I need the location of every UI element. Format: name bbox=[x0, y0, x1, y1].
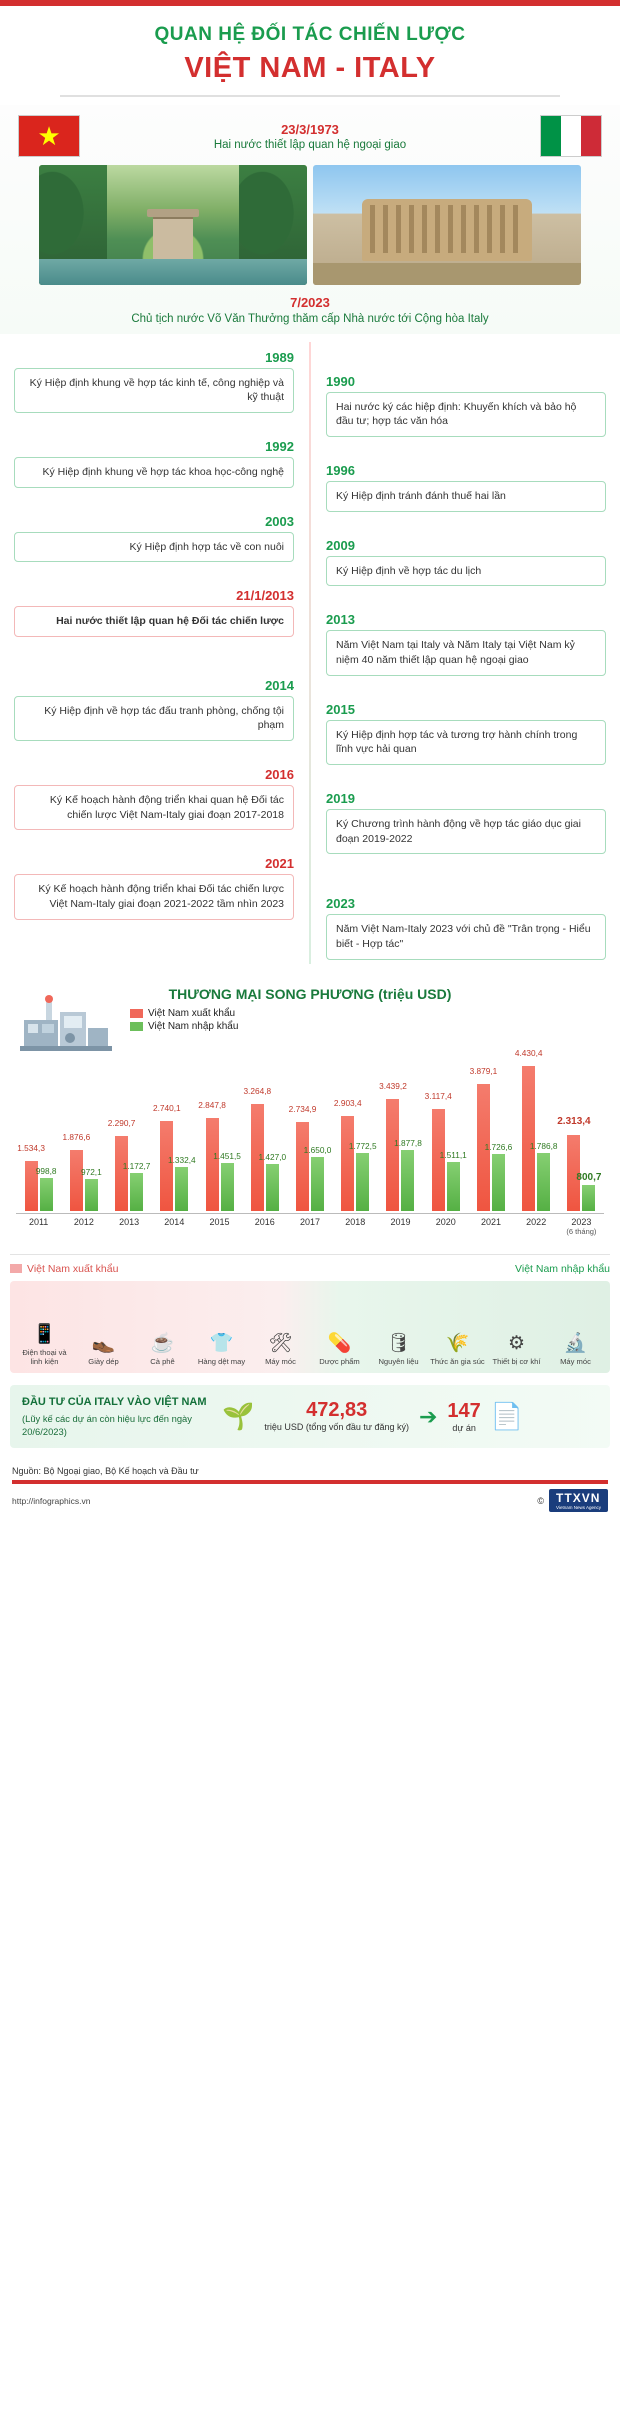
legend-export bbox=[130, 1008, 235, 1019]
goods-item bbox=[134, 1334, 191, 1366]
timeline-event: Năm Việt Nam-Italy 2023 với chủ đề "Trân trọng - Hiểu biết - Hợp tác" bbox=[326, 914, 606, 959]
legend-swatch-import bbox=[130, 1022, 143, 1031]
bar-value-label: 3.879,1 bbox=[469, 1066, 498, 1077]
bar-value-label: 1.172,7 bbox=[122, 1160, 151, 1171]
bar-value-label: 3.117,4 bbox=[424, 1091, 452, 1102]
timeline-left-cell bbox=[14, 767, 310, 854]
timeline-year: 2003 bbox=[265, 513, 294, 529]
bar-import bbox=[258, 1152, 287, 1211]
investment-amount-block bbox=[264, 1399, 409, 1434]
investment-amount-label: triệu USD (tổng vốn đầu tư đăng ký) bbox=[264, 1422, 409, 1433]
chart-x-axis bbox=[16, 1213, 604, 1236]
arrow-right-icon: ➔ bbox=[418, 1403, 438, 1429]
bar-value-label: 1.650,0 bbox=[303, 1144, 332, 1155]
chart-bar-group bbox=[287, 1036, 332, 1211]
timeline-year: 2016 bbox=[265, 767, 294, 783]
italy-flag-icon bbox=[540, 115, 602, 157]
timeline-event: Năm Việt Nam tại Italy và Năm Italy tại Việt Nam kỷ niệm 40 năm thiết lập quan hệ ngoại giao bbox=[326, 630, 606, 675]
chart-bar-group bbox=[242, 1036, 287, 1211]
timeline-year: 2023 bbox=[326, 896, 355, 912]
timeline-event: Ký Hiệp định hợp tác và tương trợ hành chính trong lĩnh vực hải quan bbox=[326, 720, 606, 765]
bar-import bbox=[167, 1155, 196, 1210]
timeline-right-cell bbox=[310, 439, 606, 512]
goods-item-label: Giày dép bbox=[88, 1357, 119, 1367]
bar-export bbox=[333, 1098, 362, 1211]
legend-label-import: Việt Nam nhập khẩu bbox=[148, 1020, 239, 1032]
timeline-year: 1990 bbox=[326, 373, 355, 389]
timeline-year: 2021 bbox=[265, 856, 294, 872]
goods-item bbox=[252, 1334, 309, 1366]
agency-subtitle: Vietnam News Agency bbox=[556, 1505, 601, 1511]
timeline-section bbox=[0, 334, 620, 972]
goods-item bbox=[16, 1325, 73, 1367]
timeline-event: Ký Hiệp định về hợp tác đấu tranh phòng, chống tội phạm bbox=[14, 696, 294, 741]
hero-section bbox=[0, 105, 620, 334]
timeline-row bbox=[14, 856, 606, 959]
bar-import bbox=[348, 1140, 377, 1211]
goods-header bbox=[10, 1263, 610, 1275]
bar-value-label: 1.427,0 bbox=[258, 1152, 287, 1163]
investment-amount: 472,83 bbox=[306, 1399, 368, 1422]
goods-item-label: Điện thoại và linh kiện bbox=[22, 1347, 67, 1367]
x-axis-tick: 2023 (6 tháng) bbox=[566, 1216, 597, 1236]
medicine-icon: 💊 bbox=[327, 1333, 352, 1355]
investment-projects-label: dự án bbox=[452, 1423, 476, 1434]
hero-date: 23/3/1973 bbox=[281, 121, 339, 137]
hero-bottom-text: Chủ tịch nước Võ Văn Thưởng thăm cấp Nhà nước tới Cộng hòa Italy bbox=[131, 313, 489, 325]
goods-item bbox=[488, 1334, 545, 1366]
timeline-event: Ký Hiệp định hợp tác về con nuôi bbox=[14, 532, 294, 563]
bar-value-label: 972,1 bbox=[80, 1167, 102, 1178]
mechanical-equipment-icon: ⚙ bbox=[507, 1333, 526, 1355]
bar-value-label: 1.726,6 bbox=[484, 1142, 513, 1153]
timeline-event: Ký Hiệp định khung về hợp tác kinh tế, công nghiệp và kỹ thuật bbox=[14, 368, 294, 413]
timeline-row bbox=[14, 767, 606, 854]
chart-bar-group bbox=[423, 1036, 468, 1211]
bar-value-label: 800,7 bbox=[576, 1171, 602, 1183]
hero-photos bbox=[18, 165, 602, 285]
chart-bar-group bbox=[333, 1036, 378, 1211]
timeline-event: Ký Chương trình hành động về hợp tác giáo dục giai đoạn 2019-2022 bbox=[326, 809, 606, 854]
bar-import bbox=[529, 1140, 558, 1211]
timeline-row bbox=[14, 439, 606, 512]
hero-subtitle: Hai nước thiết lập quan hệ ngoại giao bbox=[213, 138, 407, 151]
footer-url[interactable]: http://infographics.vn bbox=[12, 1495, 91, 1506]
legend-swatch-export bbox=[130, 1009, 143, 1018]
timeline-right-cell bbox=[310, 588, 606, 675]
page-footer bbox=[0, 1458, 620, 1516]
bar-value-label: 2.313,4 bbox=[557, 1116, 591, 1128]
goods-item-label: Dược phẩm bbox=[319, 1357, 360, 1367]
bar-value-label: 2.903,4 bbox=[333, 1098, 362, 1109]
chart-bar-group bbox=[61, 1036, 106, 1211]
chart-title: THƯƠNG MẠI SONG PHƯƠNG (triệu USD) bbox=[168, 985, 452, 1002]
goods-item-label: Nguyên liệu bbox=[378, 1357, 419, 1367]
bar-value-label: 4.430,4 bbox=[514, 1048, 543, 1059]
bar-import bbox=[80, 1167, 102, 1211]
chart-bar-group bbox=[514, 1036, 559, 1211]
agency-name: TTXVN bbox=[556, 1491, 601, 1506]
timeline-right-cell bbox=[310, 350, 606, 437]
header-divider bbox=[60, 95, 560, 97]
bar-value-label: 3.264,8 bbox=[243, 1086, 272, 1097]
goods-item-label: Hàng dệt may bbox=[197, 1357, 246, 1367]
chart-bar-group bbox=[468, 1036, 513, 1211]
bar-export bbox=[152, 1103, 181, 1210]
investment-projects-block bbox=[447, 1400, 480, 1433]
bar-export bbox=[514, 1048, 543, 1210]
investment-note: (Lũy kế các dự án còn hiệu lực đến ngày 20/6/2023) bbox=[22, 1413, 192, 1438]
goods-item bbox=[311, 1334, 368, 1366]
ttxvn-logo bbox=[549, 1489, 608, 1512]
timeline-event: Hai nước ký các hiệp định: Khuyến khích và bảo hộ đầu tư; hợp tác văn hóa bbox=[326, 392, 606, 437]
goods-export-label: Việt Nam xuất khẩu bbox=[10, 1263, 118, 1275]
vietnam-flag-icon: ★ bbox=[18, 115, 80, 157]
bar-import bbox=[439, 1149, 467, 1211]
bar-value-label: 998,8 bbox=[35, 1166, 57, 1177]
page-title-line1: QUAN HỆ ĐỐI TÁC CHIẾN LƯỢC bbox=[154, 24, 466, 45]
documents-icon: 📄 bbox=[490, 1401, 524, 1432]
timeline-event: Ký Hiệp định khung về hợp tác khoa học-công nghệ bbox=[14, 457, 294, 488]
goods-item bbox=[547, 1334, 604, 1366]
animal-feed-icon: 🌾 bbox=[445, 1333, 470, 1355]
timeline-year: 2013 bbox=[326, 612, 355, 628]
rome-colosseum-photo bbox=[313, 165, 581, 285]
bar-value-label: 3.439,2 bbox=[379, 1080, 407, 1091]
chart-bar-group bbox=[16, 1036, 61, 1211]
timeline-event: Ký Hiệp định về hợp tác du lịch bbox=[326, 556, 606, 587]
bar-import bbox=[394, 1137, 422, 1211]
goods-item-label: Cà phê bbox=[150, 1357, 175, 1367]
bar-value-label: 2.740,1 bbox=[152, 1103, 181, 1114]
x-axis-tick: 2012 bbox=[73, 1216, 94, 1227]
bar-value-label: 2.290,7 bbox=[107, 1118, 136, 1129]
bar-value-label: 2.847,8 bbox=[198, 1099, 226, 1110]
page-title-line2: VIỆT NAM - ITALY bbox=[184, 52, 436, 84]
bar-import bbox=[122, 1160, 151, 1211]
hero-date-block bbox=[90, 122, 530, 151]
bar-export bbox=[424, 1091, 452, 1211]
timeline-year: 1996 bbox=[326, 462, 355, 478]
x-axis-tick: 2016 bbox=[254, 1216, 275, 1227]
timeline-right-cell bbox=[310, 514, 606, 587]
machine-icon: 🛠 bbox=[268, 1333, 293, 1355]
timeline-event: Ký Kế hoạch hành động triển khai Đối tác chiến lược Việt Nam-Italy giai đoạn 2021-2022 tầm nhìn 2023 bbox=[14, 874, 294, 919]
hero-bottom-block bbox=[18, 295, 602, 328]
timeline-left-cell bbox=[14, 439, 310, 512]
timeline-year: 21/1/2013 bbox=[236, 588, 294, 604]
timeline-left-cell bbox=[14, 588, 310, 675]
timeline-left-cell bbox=[14, 678, 310, 765]
investment-title: ĐẦU TƯ CỦA ITALY VÀO VIỆT NAM bbox=[22, 1395, 207, 1408]
x-axis-tick: 2013 bbox=[119, 1216, 140, 1227]
timeline-row bbox=[14, 588, 606, 675]
trade-chart-section bbox=[0, 972, 620, 1242]
chart-bar-group bbox=[378, 1036, 423, 1211]
goods-item bbox=[75, 1334, 132, 1366]
timeline-event: Hai nước thiết lập quan hệ Đối tác chiến lược bbox=[14, 606, 294, 637]
goods-item-label: Thiết bị cơ khí bbox=[492, 1357, 541, 1367]
timeline-left-cell bbox=[14, 350, 310, 437]
chart-bar-group bbox=[559, 1036, 604, 1211]
chart-legend-2 bbox=[130, 1021, 610, 1032]
legend-label-export: Việt Nam xuất khẩu bbox=[148, 1007, 236, 1019]
x-axis-tick: 2018 bbox=[345, 1216, 366, 1227]
x-axis-tick: 2022 bbox=[526, 1216, 547, 1227]
coffee-bean-icon: ☕ bbox=[150, 1333, 175, 1355]
chart-legend bbox=[130, 1008, 610, 1019]
bar-export bbox=[288, 1103, 317, 1211]
bar-value-label: 1.876,6 bbox=[62, 1131, 91, 1142]
bar-import bbox=[576, 1171, 602, 1211]
bar-export bbox=[379, 1080, 407, 1211]
x-axis-tick: 2015 bbox=[209, 1216, 230, 1227]
bar-value-label: 1.534,3 bbox=[17, 1142, 45, 1153]
timeline-event: Ký Hiệp định tránh đánh thuế hai lần bbox=[326, 481, 606, 512]
bar-export bbox=[198, 1099, 226, 1211]
bar-value-label: 1.786,8 bbox=[529, 1140, 558, 1151]
hero-bottom-date: 7/2023 bbox=[290, 295, 330, 310]
x-axis-tick: 2020 bbox=[435, 1216, 456, 1227]
goods-import-label: Việt Nam nhập khẩu bbox=[515, 1262, 610, 1275]
hero-top-row bbox=[18, 115, 602, 157]
footer-bar bbox=[12, 1480, 608, 1512]
x-axis-tick: 2017 bbox=[300, 1216, 321, 1227]
chart-bar-group bbox=[197, 1036, 242, 1211]
raw-material-icon: 🛢 bbox=[386, 1333, 411, 1355]
timeline-row bbox=[14, 350, 606, 437]
goods-items-row bbox=[10, 1281, 610, 1373]
investment-section bbox=[10, 1385, 610, 1449]
goods-item bbox=[429, 1334, 486, 1366]
page-header bbox=[0, 0, 620, 105]
x-axis-tick: 2021 bbox=[480, 1216, 501, 1227]
timeline-left-cell bbox=[14, 856, 310, 959]
timeline-left-cell bbox=[14, 514, 310, 587]
bar-value-label: 1.772,5 bbox=[348, 1140, 377, 1151]
timeline-year: 2009 bbox=[326, 537, 355, 553]
investment-text bbox=[22, 1395, 212, 1439]
timeline-year: 2014 bbox=[265, 677, 294, 693]
legend-import bbox=[130, 1021, 238, 1032]
goods-item-label: Máy móc bbox=[265, 1357, 296, 1367]
timeline-event: Ký Kế hoạch hành động triển khai quan hệ Đối tác chiến lược Việt Nam-Italy giai đoạn 2017-2018 bbox=[14, 785, 294, 830]
goods-item bbox=[370, 1334, 427, 1366]
chart-plot-area bbox=[16, 1036, 604, 1211]
chart-bar-group bbox=[106, 1036, 151, 1211]
x-axis-tick: 2011 bbox=[28, 1216, 49, 1227]
bar-import bbox=[484, 1142, 513, 1210]
timeline-row bbox=[14, 678, 606, 765]
phone-icon: 📱 bbox=[32, 1323, 57, 1345]
microscope-icon: 🔬 bbox=[563, 1333, 588, 1355]
timeline-year: 1989 bbox=[265, 349, 294, 365]
goods-item-label: Máy móc bbox=[560, 1357, 591, 1367]
hanoi-turtle-tower-photo bbox=[39, 165, 307, 285]
timeline-year: 1992 bbox=[265, 438, 294, 454]
timeline-right-cell bbox=[310, 767, 606, 854]
timeline-row bbox=[14, 514, 606, 587]
timeline-year: 2019 bbox=[326, 791, 355, 807]
x-axis-tick: 2014 bbox=[164, 1216, 185, 1227]
shoe-icon: 👞 bbox=[91, 1333, 116, 1355]
investment-projects: 147 bbox=[447, 1400, 481, 1423]
x-axis-tick: 2019 bbox=[390, 1216, 411, 1227]
bar-value-label: 2.734,9 bbox=[288, 1103, 317, 1114]
goods-section bbox=[10, 1254, 610, 1373]
timeline-right-cell bbox=[310, 678, 606, 765]
timeline-year: 2015 bbox=[326, 701, 355, 717]
bar-value-label: 1.511,1 bbox=[439, 1149, 467, 1160]
bar-import bbox=[303, 1144, 332, 1211]
goods-item bbox=[193, 1334, 250, 1366]
coins-plant-icon: 🌱 bbox=[222, 1401, 255, 1432]
timeline-right-cell bbox=[310, 856, 606, 959]
bar-value-label: 1.877,8 bbox=[394, 1137, 422, 1148]
bar-value-label: 1.332,4 bbox=[167, 1155, 196, 1166]
bar-export bbox=[107, 1118, 136, 1211]
goods-item-label: Thức ăn gia súc bbox=[430, 1357, 485, 1367]
copyright-symbol: © bbox=[537, 1495, 545, 1506]
bar-value-label: 1.451,5 bbox=[213, 1151, 241, 1162]
footer-source: Nguồn: Bộ Ngoại giao, Bộ Kế hoạch và Đầu tư bbox=[12, 1466, 199, 1477]
agency-logo-block bbox=[537, 1489, 608, 1512]
bar-import bbox=[35, 1166, 57, 1211]
bar-import bbox=[213, 1151, 241, 1210]
chart-bar-group bbox=[152, 1036, 197, 1211]
textile-icon: 👕 bbox=[209, 1333, 234, 1355]
